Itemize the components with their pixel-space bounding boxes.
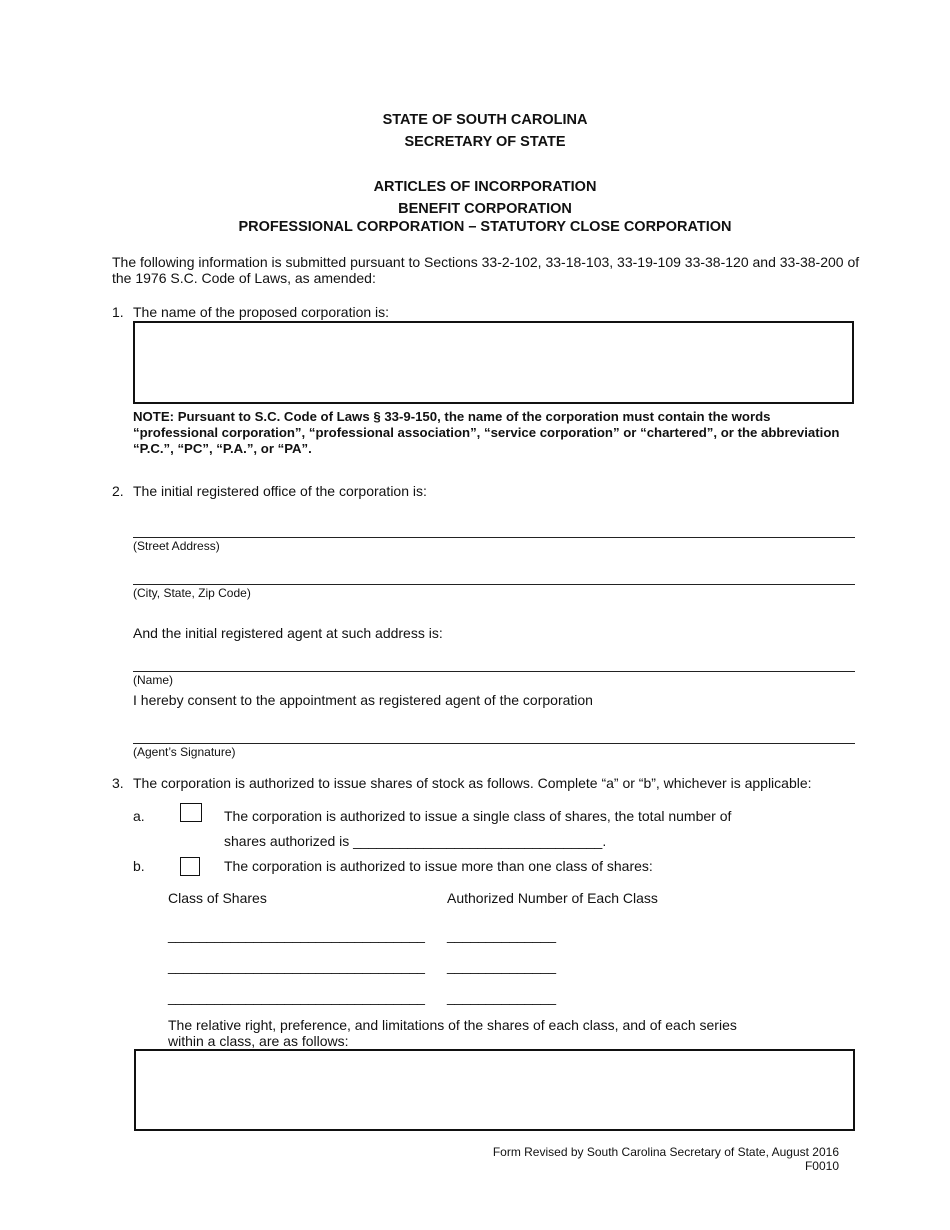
class-of-shares-header: Class of Shares bbox=[168, 890, 267, 906]
form-id: F0010 bbox=[804, 1159, 839, 1173]
class-blank[interactable]: _________________________________ bbox=[168, 927, 425, 943]
corporation-name-value bbox=[135, 323, 852, 335]
agent-name-caption: (Name) bbox=[133, 673, 174, 687]
agent-signature-caption: (Agent’s Signature) bbox=[133, 745, 236, 759]
street-address-caption: (Street Address) bbox=[133, 539, 220, 553]
city-state-zip-line[interactable] bbox=[133, 584, 855, 585]
street-address-line[interactable] bbox=[133, 537, 855, 538]
option-a-text: The corporation is authorized to issue a single class of shares, the total number of bbox=[224, 808, 732, 824]
rights-preferences-box[interactable] bbox=[134, 1049, 855, 1131]
option-b-checkbox[interactable] bbox=[180, 857, 200, 876]
section1-label: The name of the proposed corporation is: bbox=[133, 304, 390, 320]
corporation-name-box[interactable] bbox=[133, 321, 854, 404]
option-b-letter: b. bbox=[133, 858, 145, 874]
state-heading: STATE OF SOUTH CAROLINA bbox=[382, 112, 588, 128]
class-blank[interactable]: _________________________________ bbox=[168, 958, 425, 974]
agent-name-line[interactable] bbox=[133, 671, 855, 672]
option-a-shares-authorized: shares authorized is ________________________________. bbox=[224, 833, 607, 849]
city-state-zip-caption: (City, State, Zip Code) bbox=[133, 586, 251, 600]
section3-label: The corporation is authorized to issue shares of stock as follows. Complete “a” or “b”, whichever is applicable: bbox=[133, 775, 812, 791]
number-blank[interactable]: ______________ bbox=[447, 927, 557, 943]
number-blank[interactable]: ______________ bbox=[447, 989, 557, 1005]
authorized-number-header: Authorized Number of Each Class bbox=[447, 890, 658, 906]
option-a-letter: a. bbox=[133, 808, 145, 824]
office-heading: SECRETARY OF STATE bbox=[404, 134, 566, 150]
class-blank[interactable]: _________________________________ bbox=[168, 989, 425, 1005]
section1-number: 1. bbox=[112, 304, 124, 320]
section2-label: The initial registered office of the corporation is: bbox=[133, 483, 427, 499]
registered-agent-label: And the initial registered agent at such address is: bbox=[133, 625, 443, 641]
section2-number: 2. bbox=[112, 483, 124, 499]
agent-signature-line[interactable] bbox=[133, 743, 855, 744]
option-a-checkbox[interactable] bbox=[180, 803, 202, 822]
number-blank[interactable]: ______________ bbox=[447, 958, 557, 974]
rights-preferences-value bbox=[136, 1051, 853, 1063]
intro-paragraph: The following information is submitted pursuant to Sections 33-2-102, 33-18-103, 33-19-109 33-38-120 and 33-38-200 of the 1976 S.C. Code of Laws, as amended: bbox=[112, 254, 860, 286]
subtitle-professional: PROFESSIONAL CORPORATION – STATUTORY CLOSE CORPORATION bbox=[238, 219, 732, 235]
section3-number: 3. bbox=[112, 775, 124, 791]
agent-consent-text: I hereby consent to the appointment as registered agent of the corporation bbox=[133, 692, 593, 708]
form-revision-note: Form Revised by South Carolina Secretary of State, August 2016 bbox=[492, 1145, 839, 1159]
name-requirement-note: NOTE: Pursuant to S.C. Code of Laws § 33-9-150, the name of the corporation must contain the words “professional corporation”, “professional association”, “service corporation” or “chartered”, or the abbreviation “P.C.”, “PC”, “P.A.”, or “PA”. bbox=[133, 409, 840, 456]
rights-preferences-text: The relative right, preference, and limitations of the shares of each class, and of each series within a class, are as follows: bbox=[168, 1017, 737, 1049]
subtitle-benefit: BENEFIT CORPORATION bbox=[398, 201, 572, 217]
option-b-text: The corporation is authorized to issue more than one class of shares: bbox=[224, 858, 653, 874]
form-title: ARTICLES OF INCORPORATION bbox=[373, 179, 597, 195]
